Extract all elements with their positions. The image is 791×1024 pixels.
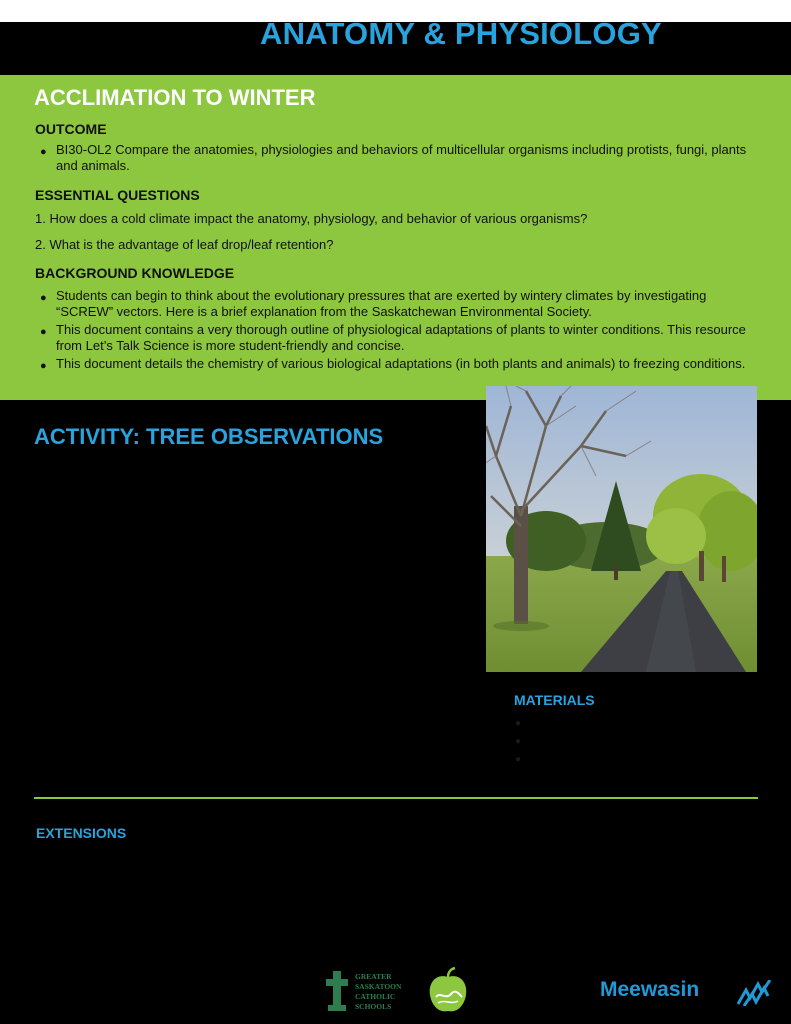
- essential-questions-heading: ESSENTIAL QUESTIONS: [35, 187, 200, 203]
- list-item: [36, 322, 751, 354]
- list-item: [36, 142, 751, 174]
- bullet-icon: ●: [40, 146, 47, 158]
- list-item: [36, 288, 751, 320]
- greater-saskatoon-catholic-schools-logo: [325, 967, 425, 1015]
- bullet-icon: ●: [515, 718, 522, 729]
- background-item-link[interactable]: Students can begin to think about the evolutionary pressures that are exerted by wintery climates by investigating “SCREW” vectors. Here is a brief explanation from the Saskatchewan Environmental Society.: [56, 288, 707, 319]
- gscs-line-1: GREATER: [355, 972, 392, 981]
- activity-title: ACTIVITY: TREE OBSERVATIONS: [34, 424, 384, 449]
- question-1: 1. How does a cold climate impact the anatomy, physiology, and behavior of various organisms?: [35, 211, 588, 226]
- meewasin-wordmark: Meewasin: [600, 978, 700, 1001]
- lesson-overview-panel: [0, 75, 791, 400]
- background-knowledge-list: [36, 288, 751, 374]
- bullet-icon: ●: [40, 326, 47, 338]
- lesson-title: ACCLIMATION TO WINTER: [34, 85, 316, 110]
- question-2: 2. What is the advantage of leaf drop/leaf retention?: [35, 237, 334, 252]
- gscs-line-3: CATHOLIC: [355, 992, 396, 1001]
- outcome-list: [36, 142, 751, 176]
- background-knowledge-heading: BACKGROUND KNOWLEDGE: [35, 265, 235, 281]
- background-item-link[interactable]: This document details the chemistry of various biological adaptations (in both plants and animals) to freezing conditions.: [56, 356, 746, 371]
- bullet-icon: ●: [40, 292, 47, 304]
- meewasin-waves-icon: [736, 980, 774, 1006]
- gscs-line-4: SCHOOLS: [355, 1002, 392, 1011]
- list-item: [36, 356, 751, 372]
- tree-path-photo: [486, 386, 757, 672]
- materials-heading: MATERIALS: [514, 692, 595, 708]
- outcome-text: BI30-OL2 Compare the anatomies, physiologies and behaviors of multicellular organisms including protists, fungi, plants and animals.: [56, 142, 747, 173]
- background-item-link[interactable]: This document contains a very thorough outline of physiological adaptations of plants to winter conditions. This resource from Let’s Talk Science is more student-friendly and concise.: [56, 322, 746, 353]
- section-divider: [34, 797, 758, 799]
- meewasin-logo: [600, 978, 699, 1008]
- outcome-heading: OUTCOME: [35, 121, 107, 137]
- apple-logo: [426, 967, 556, 1015]
- page-title: ANATOMY & PHYSIOLOGY: [260, 16, 662, 51]
- bullet-icon: ●: [515, 736, 522, 747]
- gscs-line-2: SASKATOON: [355, 982, 402, 991]
- extensions-heading: EXTENSIONS: [36, 825, 127, 841]
- bullet-icon: ●: [515, 754, 522, 765]
- bullet-icon: ●: [40, 360, 47, 372]
